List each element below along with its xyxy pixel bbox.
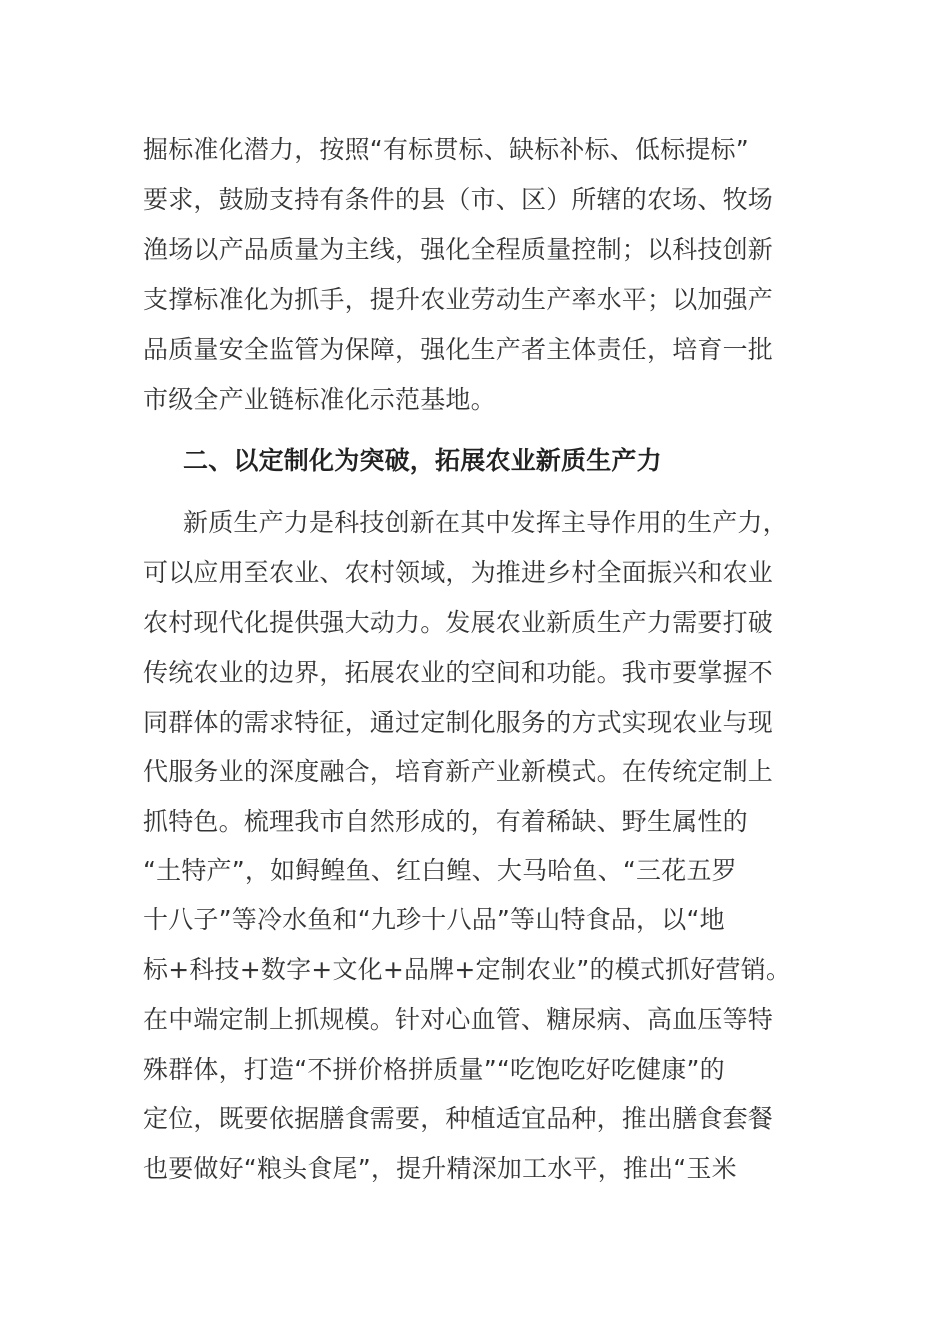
- paragraph-2-line-2: 可以应用至农业、农村领域，为推进乡村全面振兴和农业: [143, 558, 774, 587]
- paragraph-1-line-3: 渔场以产品质量为主线，强化全程质量控制；以科技创新: [143, 235, 774, 264]
- paragraph-2-line-14: 也要做好“粮头食尾”，提升精深加工水平，推出“玉米: [143, 1154, 737, 1183]
- paragraph-1-line-4: 支撑标准化为抓手，提升农业劳动生产率水平；以加强产: [143, 285, 774, 314]
- paragraph-2-line-11: 在中端定制上抓规模。针对心血管、糖尿病、高血压等特: [143, 1005, 774, 1034]
- paragraph-2-line-8: “土特产”，如鲟鳇鱼、红白鳇、大马哈鱼、“三花五罗: [143, 856, 737, 885]
- paragraph-2-line-10: 标+科技+数字+文化+品牌+定制农业”的模式抓好营销。: [143, 955, 792, 984]
- paragraph-1-line-2: 要求，鼓励支持有条件的县（市、区）所辖的农场、牧场: [143, 185, 774, 214]
- paragraph-2-line-13: 定位，既要依据膳食需要，种植适宜品种，推出膳食套餐: [143, 1104, 774, 1133]
- paragraph-1-line-5: 品质量安全监管为保障，强化生产者主体责任，培育一批: [143, 335, 774, 364]
- paragraph-1-line-1: 掘标准化潜力，按照“有标贯标、缺标补标、低标提标”: [143, 135, 749, 164]
- paragraph-2-line-9: 十八子”等冷水鱼和“九珍十八品”等山特食品，以“地: [143, 905, 725, 934]
- paragraph-2-line-3: 农村现代化提供强大动力。发展农业新质生产力需要打破: [143, 608, 774, 637]
- paragraph-2-line-12: 殊群体，打造“不拼价格拼质量”“吃饱吃好吃健康”的: [143, 1055, 725, 1084]
- paragraph-2-line-1: 新质生产力是科技创新在其中发挥主导作用的生产力，: [183, 508, 788, 537]
- paragraph-1-line-6: 市级全产业链标准化示范基地。: [143, 385, 496, 414]
- section-heading: 二、以定制化为突破，拓展农业新质生产力: [183, 446, 662, 475]
- paragraph-2-line-6: 代服务业的深度融合，培育新产业新模式。在传统定制上: [143, 757, 774, 786]
- paragraph-2-line-5: 同群体的需求特征，通过定制化服务的方式实现农业与现: [143, 708, 774, 737]
- paragraph-2-line-7: 抓特色。梳理我市自然形成的，有着稀缺、野生属性的: [143, 807, 748, 836]
- paragraph-2-line-4: 传统农业的边界，拓展农业的空间和功能。我市要掌握不: [143, 658, 774, 687]
